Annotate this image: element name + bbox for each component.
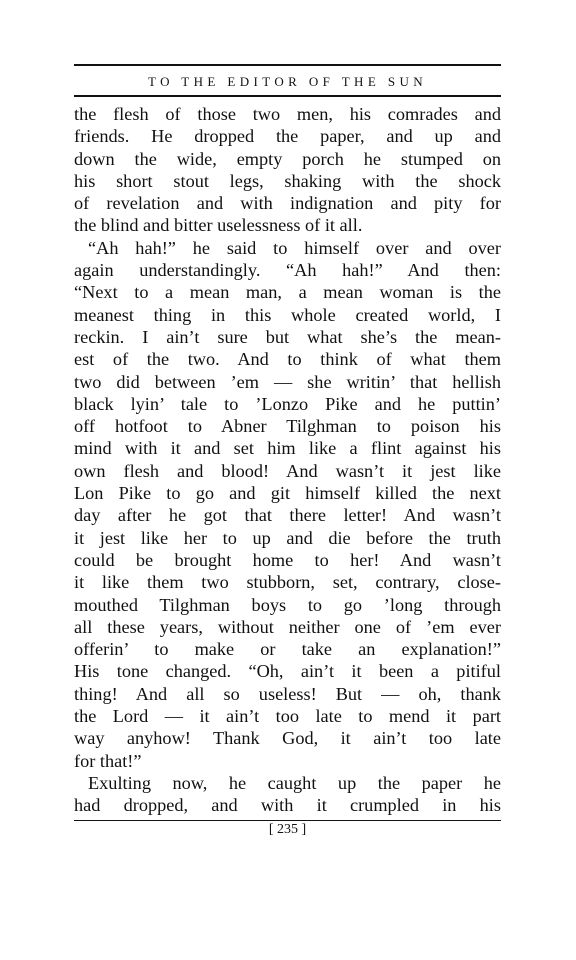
text-line: His tone changed. “Oh, ain’t it been a pitiful: [74, 661, 501, 682]
text-line: Exulting now, he caught up the paper he: [88, 772, 501, 793]
text-line: black lyin’ tale to ’Lonzo Pike and he puttin’: [74, 393, 501, 414]
text-line: had dropped, and with it crumpled in his: [74, 795, 501, 816]
text-line: off hotfoot to Abner Tilghman to poison his: [74, 416, 501, 437]
header-rule: [74, 95, 501, 97]
text-line: day after he got that there letter! And wasn’t: [74, 505, 501, 526]
text-line: friends. He dropped the paper, and up and: [74, 126, 501, 147]
text-line: down the wide, empty porch he stumped on: [74, 148, 501, 169]
text-line: the blind and bitter uselessness of it all.: [74, 215, 363, 236]
text-line: could be brought home to her! And wasn’t: [74, 549, 501, 570]
text-line: own flesh and blood! And wasn’t it jest like: [74, 460, 501, 481]
text-line: two did between ’em — she writin’ that hellish: [74, 371, 501, 392]
text-line: the flesh of those two men, his comrades and: [74, 104, 501, 124]
text-line: est of the two. And to think of what them: [74, 349, 501, 370]
text-line: his short stout legs, shaking with the shock: [74, 170, 501, 191]
text-line: meanest thing in this whole created world, I: [74, 304, 501, 325]
text-line: mouthed Tilghman boys to go ’long through: [74, 594, 501, 615]
text-line: reckin. I ain’t sure but what she’s the mean-: [74, 326, 501, 347]
text-line: of revelation and with indignation and pity for: [74, 193, 501, 214]
text-line: it like them two stubborn, set, contrary, close-: [74, 572, 501, 593]
text-line: offerin’ to make or take an explanation!”: [74, 639, 501, 660]
text-line: “Ah hah!” he said to himself over and over: [88, 237, 501, 258]
body-text: [74, 103, 501, 817]
text-line: way anyhow! Thank God, it ain’t too late: [74, 728, 501, 749]
text-line: mind with it and set him like a flint against his: [74, 438, 501, 459]
page-number: [ 235 ]: [268, 821, 307, 837]
text-line: thing! And all so useless! But — oh, thank: [74, 683, 501, 704]
running-header: TO THE EDITOR OF THE SUN: [147, 74, 428, 89]
book-page: [74, 64, 501, 838]
text-line: the Lord — it ain’t too late to mend it part: [74, 706, 501, 727]
text-line: Lon Pike to go and git himself killed the next: [74, 483, 501, 504]
footer-rule: [74, 820, 501, 821]
text-line: again understandingly. “Ah hah!” And then:: [74, 260, 501, 281]
text-line: “Next to a mean man, a mean woman is the: [74, 282, 501, 303]
text-line: for that!”: [74, 750, 142, 771]
text-line: it jest like her to up and die before the truth: [74, 527, 501, 548]
text-line: all these years, without neither one of ’em ever: [74, 616, 501, 637]
